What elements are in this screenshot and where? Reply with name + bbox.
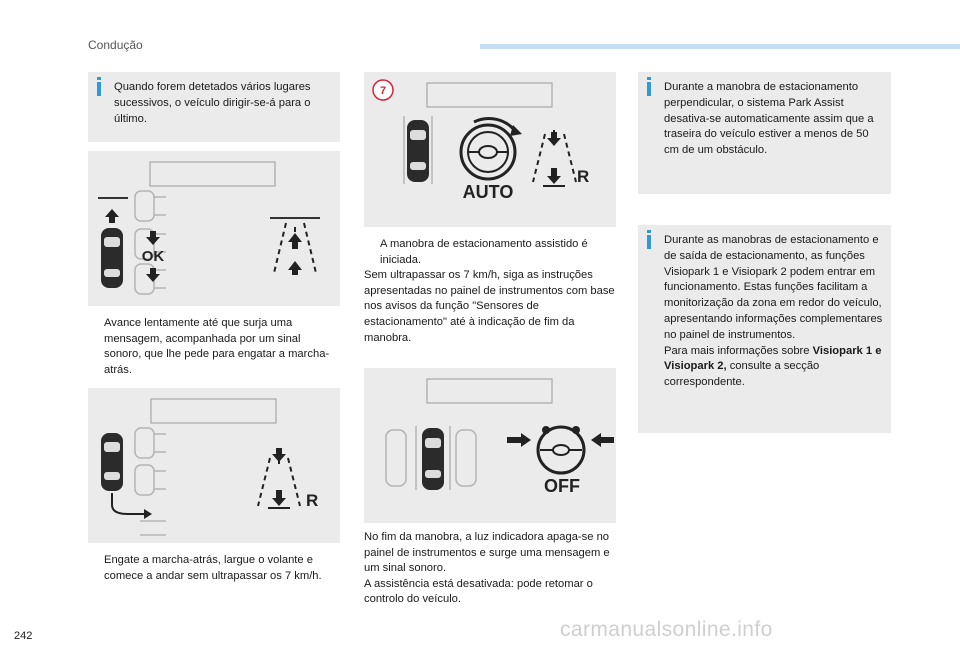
section-title: Condução <box>88 38 143 52</box>
step-reverse <box>88 553 340 584</box>
note-text: Quando forem detetados vários lugares sucessivos, o veículo dirigir-se-á para o último. <box>114 81 311 125</box>
reverse-path <box>112 493 144 514</box>
step-reverse-text: Engate a marcha-atrás, largue o volante e comece a andar sem ultrapassar os 7 km/h. <box>104 554 322 582</box>
arrow-left-icon <box>591 433 614 447</box>
step-advance-text: Avance lentamente até que surja uma mensagem, acompanhada por um sinal sonoro, que lhe pede para engatar a marcha-atrás. <box>104 317 330 376</box>
note-perpendicular-text: Durante a manobra de estacionamento perpendicular, o sistema Park Assist desativa-se automaticamente assim que a traseira do veículo estiver a menos de 50 cm de um obstáculo. <box>664 81 874 157</box>
car-icon <box>422 428 444 490</box>
text-end-of-maneuver <box>364 530 616 608</box>
end-of-maneuver-text: No fim da manobra, a luz indicadora apaga-se no painel de instrumentos e surge uma mensagem e um sinal sonoro. <box>364 531 610 575</box>
step-marker <box>88 553 104 584</box>
off-label: OFF <box>544 476 580 496</box>
note-visiopark-reference <box>664 344 883 391</box>
header-bar <box>480 44 960 49</box>
note-box-perpendicular <box>638 72 891 194</box>
reverse-gear-label: R <box>306 491 319 510</box>
note-box-visiopark <box>638 225 891 433</box>
instrument-display-frame <box>427 83 552 107</box>
step-advance <box>88 316 340 378</box>
assistance-disabled-text: A assistência está desativada: pode retomar o controlo do veículo. <box>364 577 593 606</box>
figure-auto-maneuver <box>364 72 616 227</box>
steering-wheel-icon <box>461 119 522 179</box>
callout-badge-number: 7 <box>379 85 387 97</box>
figure-auto-drawing <box>364 72 616 227</box>
car-icon <box>101 228 123 288</box>
info-icon <box>97 82 101 96</box>
figure-reverse-drawing <box>88 388 340 543</box>
arrow-up-icon <box>288 233 302 249</box>
page-number: 242 <box>14 630 33 642</box>
instrument-display-frame <box>150 162 275 186</box>
instrument-display-frame <box>427 379 552 403</box>
step-marker <box>88 316 104 378</box>
figure-off <box>364 368 616 523</box>
arrow-down-icon <box>272 490 286 506</box>
follow-instructions-text: Sem ultrapassar os 7 km/h, siga as instruções apresentadas no painel de instrumentos com base nos avisos da função "Sensores de estacionamento" até à indicação de fim da manobra. <box>364 269 615 344</box>
figure-advance-ok <box>88 151 340 306</box>
reverse-gear-label: R <box>577 167 590 186</box>
arrow-down-icon <box>547 132 561 146</box>
arrow-down-icon <box>272 448 286 462</box>
parked-cars-outline <box>135 428 166 535</box>
ok-label: OK <box>141 248 165 265</box>
instrument-display-frame <box>151 399 276 423</box>
arrow-down-icon <box>547 168 561 184</box>
note-box-successive-spaces <box>88 72 340 142</box>
arrow-right-icon <box>507 433 531 447</box>
arrow-up-icon <box>288 261 302 275</box>
arrow-down-icon <box>146 231 160 245</box>
figure-reverse <box>88 388 340 543</box>
step-marker <box>364 237 380 268</box>
car-icon <box>101 433 123 491</box>
info-icon <box>647 235 651 249</box>
watermark: carmanualsonline.info <box>560 618 773 641</box>
text-maneuver-started <box>364 237 616 346</box>
arrow-right-icon <box>144 509 152 519</box>
reference-prefix: Para mais informações sobre <box>664 344 813 357</box>
auto-label: AUTO <box>462 182 514 202</box>
steering-wheel-icon <box>538 426 584 473</box>
figure-advance-ok-drawing <box>88 151 340 306</box>
figure-off-drawing <box>364 368 616 523</box>
note-visiopark-text: Durante as manobras de estacionamento e de saída de estacionamento, as funções Visiopark 1 e Visiopark 2 podem entrar em funcionamento. Estas funções facilitam a monitorização da zona em redor do veículo, apresentando informações complementares no painel de instrumentos. <box>664 234 883 341</box>
reference-bold: Visiopark 1 e Visiopark 2, <box>664 344 882 373</box>
car-icon <box>407 120 429 182</box>
reference-suffix: consulte a secção correspondente. <box>664 360 820 389</box>
step-maneuver-started-text: A manobra de estacionamento assistido é iniciada. <box>380 238 588 266</box>
info-icon <box>647 82 651 96</box>
arrow-forward-icon <box>105 209 119 223</box>
